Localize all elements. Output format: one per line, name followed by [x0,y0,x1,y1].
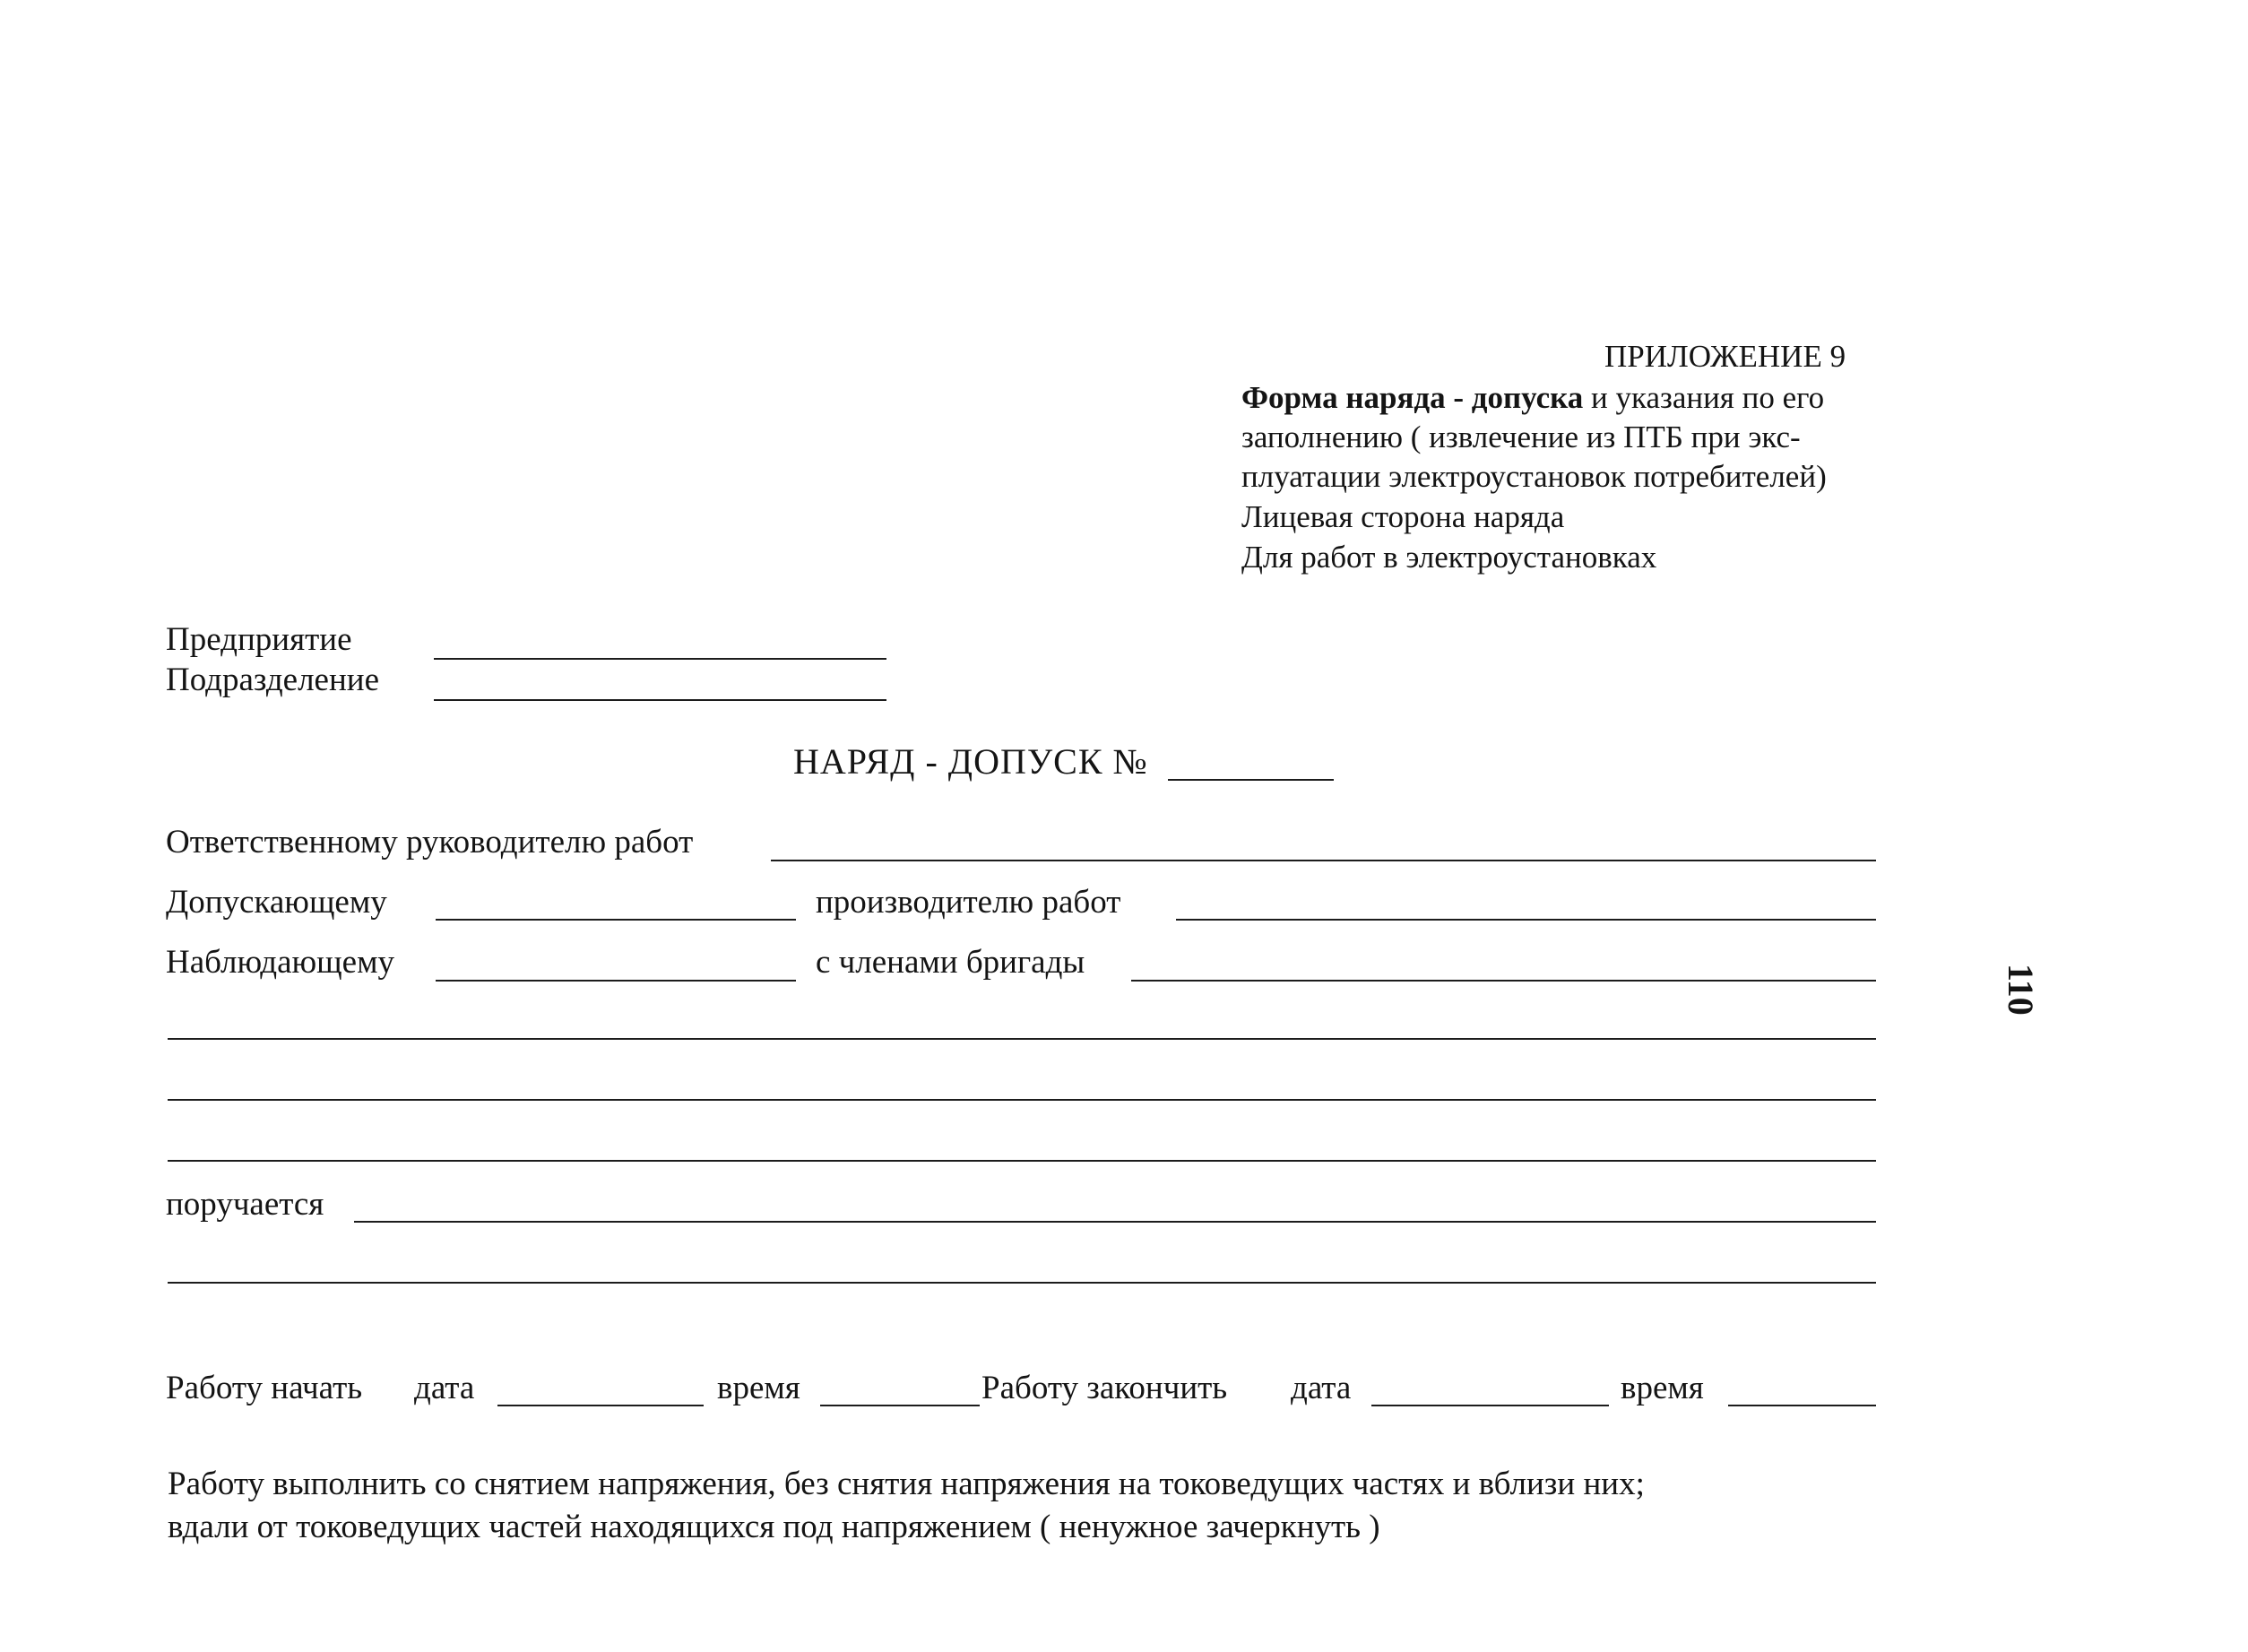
end-label: Работу закончить [981,1370,1228,1406]
header-line-4: Лицевая сторона наряда [1241,499,1565,534]
division-field[interactable] [434,699,886,701]
division-label: Подразделение [166,662,380,698]
producer-label: производителю работ [816,884,1121,921]
start-time-label: время [717,1370,800,1406]
brigade-label: с членами бригады [816,944,1085,981]
start-time-field[interactable] [820,1405,980,1406]
assigned-label: поручается [166,1186,324,1223]
appendix-label: ПРИЛОЖЕНИЕ 9 [1604,339,1846,374]
form-title-rest: и указания по его [1583,380,1825,415]
brigade-field[interactable] [1131,980,1876,982]
observer-label: Наблюдающему [166,944,394,981]
footer-line-2: вдали от токоведущих частей находящихся под напряжением ( ненужное зачеркнуть ) [168,1509,1380,1545]
end-date-label: дата [1291,1370,1352,1406]
blank-line-1[interactable] [168,1038,1876,1040]
blank-line-2[interactable] [168,1099,1876,1101]
responsible-label: Ответственному руководителю работ [166,824,694,861]
header-line-3: плуатации электроустановок потребителей) [1241,459,1827,494]
end-time-label: время [1621,1370,1704,1406]
footer-line-1: Работу выполнить со снятием напряжения, без снятия напряжения на токоведущих частях и вблизи них; [168,1466,1645,1502]
observer-field[interactable] [436,980,796,982]
end-date-field[interactable] [1371,1405,1609,1406]
assigned-field[interactable] [354,1221,1876,1223]
end-time-field[interactable] [1728,1405,1876,1406]
form-title-line [1241,380,1824,416]
start-date-label: дата [414,1370,475,1406]
permit-number-field[interactable] [1168,779,1334,781]
start-label: Работу начать [166,1370,363,1406]
blank-line-4[interactable] [168,1282,1876,1284]
header-line-2: заполнению ( извлечение из ПТБ при экс- [1241,419,1801,454]
enterprise-label: Предприятие [166,621,352,658]
form-title-bold: Форма наряда - допуска [1241,380,1584,415]
producer-field[interactable] [1176,919,1876,921]
blank-line-3[interactable] [168,1160,1876,1162]
permit-title: НАРЯД - ДОПУСК № [793,741,1148,782]
admitting-field[interactable] [436,919,796,921]
start-date-field[interactable] [497,1405,704,1406]
header-line-5: Для работ в электроустановках [1241,540,1657,575]
enterprise-field[interactable] [434,658,886,660]
page-number: 110 [2001,964,2041,1016]
responsible-field[interactable] [771,860,1876,861]
admitting-label: Допускающему [166,884,387,921]
